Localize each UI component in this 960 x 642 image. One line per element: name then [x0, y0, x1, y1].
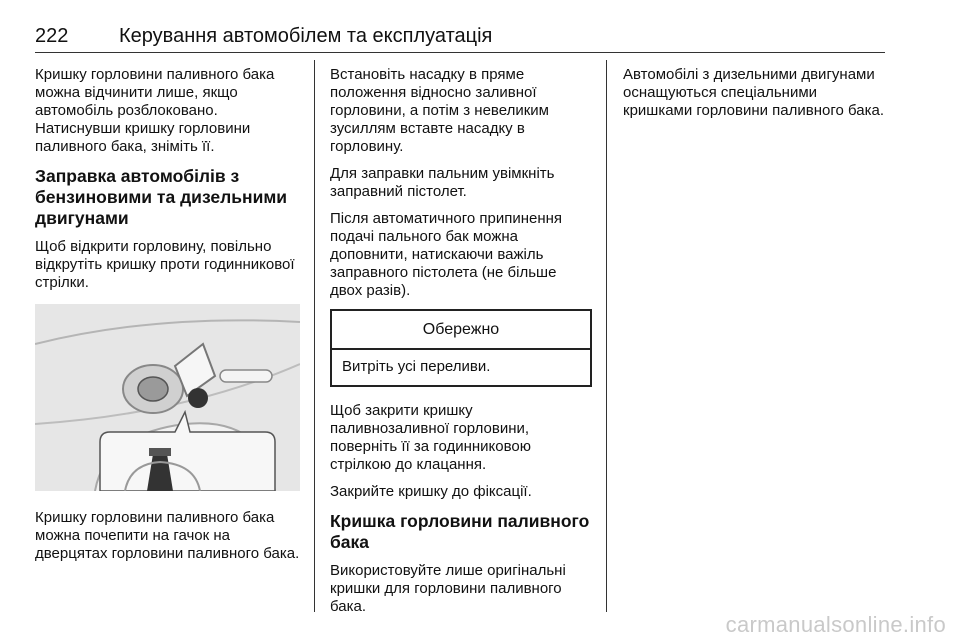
fuel-filler-illustration — [35, 304, 300, 491]
section-heading-refueling: Заправка автомобілів з бензиновими та дизельними двигунами — [35, 166, 288, 228]
section-heading-fuel-cap: Кришка горловини паливного бака — [330, 511, 590, 552]
column-divider-1 — [314, 60, 315, 612]
paragraph-start-fueling: Для заправки пальним увімкніть заправний пістолет. — [330, 165, 555, 200]
warning-text: Витріть усі переливи. — [342, 358, 491, 375]
header-rule — [35, 52, 885, 53]
warning-title: Обережно — [332, 311, 590, 350]
watermark: carmanualsonline.info — [725, 612, 946, 637]
paragraph-hang-cap: Кришку горловини паливного бака можна почепити на гачок на дверцятах горловини паливного бака. — [35, 509, 300, 562]
page-number: 222 — [35, 25, 69, 47]
column-divider-2 — [606, 60, 607, 612]
paragraph-cap-unlock: Кришку горловини паливного бака можна відчинити лише, якщо автомобіль розблоковано. Натиснувши кришку горловини паливного бака, зніміть її. — [35, 66, 275, 155]
column-2 — [330, 66, 592, 625]
paragraph-top-up: Після автоматичного припинення подачі пального бак можна доповнити, натискаючи важіль заправного пістолета (не більше двох разів). — [330, 210, 563, 299]
paragraph-diesel-caps: Автомобілі з дизельними двигунами оснащуються спеціальними кришками горловини паливного бака. — [623, 66, 884, 119]
paragraph-insert-nozzle: Встановіть насадку в пряме положення відносно заливної горловини, а потім з невеликим зусиллям вставте насадку в горловину. — [330, 66, 549, 155]
paragraph-lock-flap: Закрийте кришку до фіксації. — [330, 483, 532, 500]
paragraph-close-cap: Щоб закрити кришку паливнозаливної горловини, поверніть її за годинниковою стрілкою до клацання. — [330, 402, 532, 473]
warning-box — [330, 309, 592, 387]
page-header — [35, 24, 885, 48]
column-3 — [623, 66, 885, 129]
paragraph-original-caps: Використовуйте лише оригінальні кришки для горловини паливного бака. — [330, 562, 566, 615]
paragraph-open-cap: Щоб відкрити горловину, повільно відкрутіть кришку проти годинникової стрілки. — [35, 238, 295, 291]
column-1 — [35, 66, 300, 572]
page-title: Керування автомобілем та експлуатація — [119, 25, 493, 47]
